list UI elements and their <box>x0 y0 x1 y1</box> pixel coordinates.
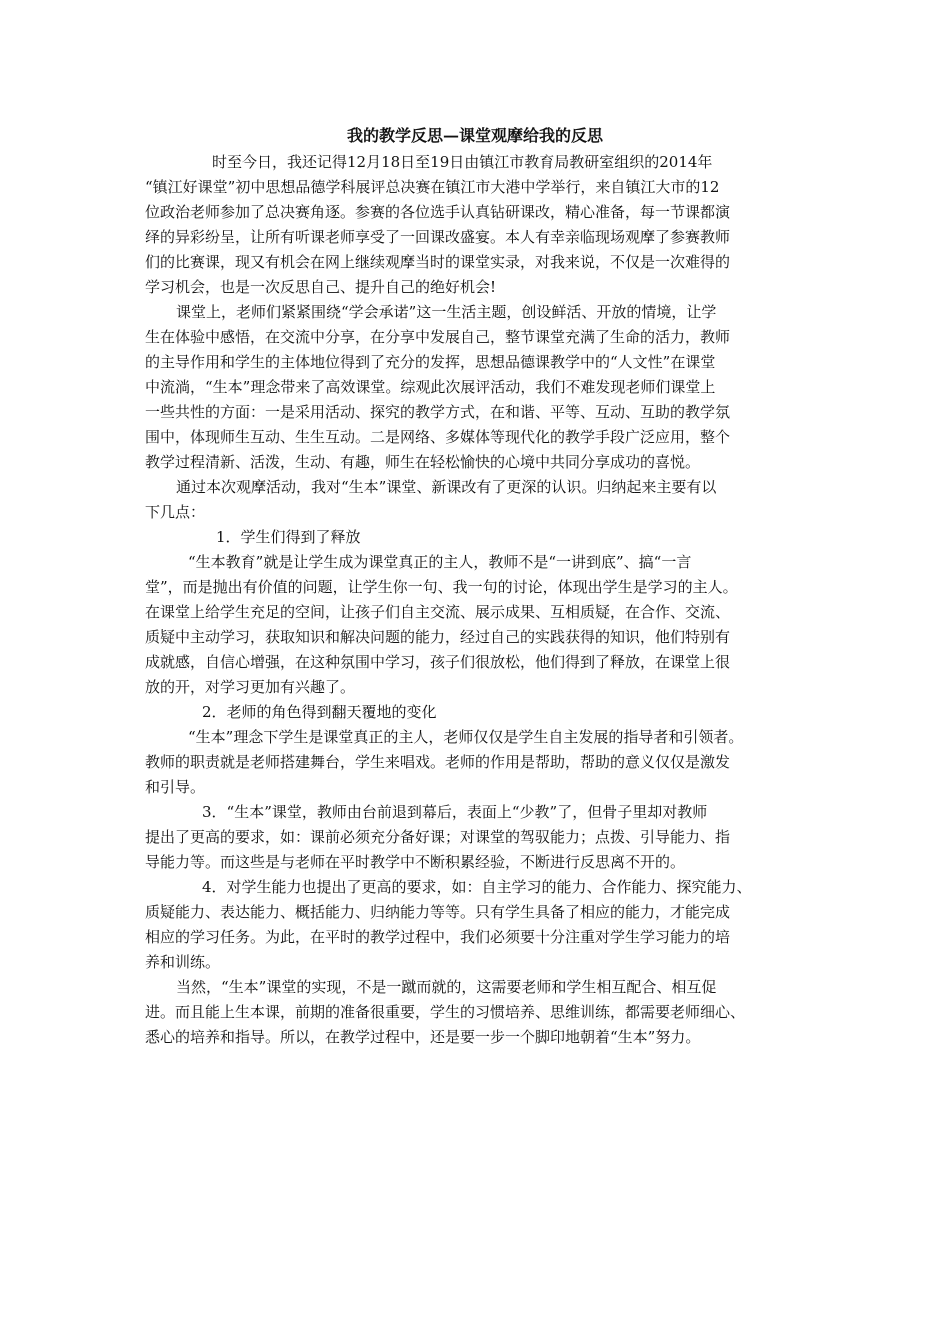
paragraph-line: 绎的异彩纷呈，让所有听课老师享受了一回课改盛宴。本人有幸亲临现场观摩了参赛教师 <box>145 228 731 246</box>
paragraph-line: 3．“生本”课堂，教师由台前退到幕后，表面上“少教”了，但骨子里却对教师 <box>202 803 708 821</box>
paragraph-line: 提出了更高的要求，如：课前必须充分备好课；对课堂的驾驭能力；点拨、引导能力、指 <box>145 828 731 846</box>
paragraph-line: 相应的学习任务。为此，在平时的教学过程中，我们必须要十分注重对学生学习能力的培 <box>145 928 731 946</box>
paragraph-line: “生本教育”就是让学生成为课堂真正的主人，教师不是“一讲到底”、搞“一言 <box>188 553 692 571</box>
paragraph-line: 教学过程清新、活泼，生动、有趣，师生在轻松愉快的心境中共同分享成功的喜悦。 <box>145 453 701 471</box>
paragraph-line: 4．对学生能力也提出了更高的要求，如：自主学习的能力、合作能力、探究能力、 <box>202 878 752 896</box>
paragraph-line: 质疑能力、表达能力、概括能力、归纳能力等等。只有学生具备了相应的能力，才能完成 <box>145 903 731 921</box>
paragraph-line: 养和训练。 <box>145 953 221 971</box>
paragraph-line: 质疑中主动学习，获取知识和解决问题的能力，经过自己的实践获得的知识，他们特别有 <box>145 628 731 646</box>
paragraph-line: 进。而且能上生本课，前期的准备很重要，学生的习惯培养、思维训练，都需要老师细心、 <box>145 1003 746 1021</box>
paragraph-line: 中流淌，“生本”理念带来了高效课堂。综观此次展评活动，我们不难发现老师们课堂上 <box>145 378 716 396</box>
section-heading: 1．学生们得到了释放 <box>216 528 361 546</box>
paragraph-line: 位政治老师参加了总决赛角逐。参赛的各位选手认真钻研课改，精心准备，每一节课都演 <box>145 203 731 221</box>
paragraph-line: 一些共性的方面：一是采用活动、探究的教学方式，在和谐、平等、互动、互助的教学氛 <box>145 403 731 421</box>
paragraph-line: 悉心的培养和指导。所以，在教学过程中，还是要一步一个脚印地朝着“生本”努力。 <box>145 1028 701 1046</box>
paragraph-line: 生在体验中感悟，在交流中分享，在分享中发展自己，整节课堂充满了生命的活力，教师 <box>145 328 731 346</box>
paragraph-line: 在课堂上给学生充足的空间，让孩子们自主交流、展示成果、互相质疑，在合作、交流、 <box>145 603 731 621</box>
paragraph-line: 当然，“生本”课堂的实现，不是一蹴而就的，这需要老师和学生相互配合、相互促 <box>176 978 717 996</box>
section-heading: 2．老师的角色得到翻天覆地的变化 <box>202 703 437 721</box>
paragraph-line: 通过本次观摩活动，我对“生本”课堂、新课改有了更深的认识。归纳起来主要有以 <box>176 478 717 496</box>
paragraph-line: 堂”，而是抛出有价值的问题，让学生你一句、我一句的讨论，体现出学生是学习的主人。 <box>145 578 738 596</box>
paragraph-line: 围中，体现师生互动、生生互动。二是网络、多媒体等现代化的教学手段广泛应用，整个 <box>145 428 731 446</box>
paragraph-line: “生本”理念下学生是课堂真正的主人，老师仅仅是学生自主发展的指导者和引领者。 <box>188 728 744 746</box>
paragraph-line: 成就感，自信心增强，在这种氛围中学习，孩子们很放松，他们得到了释放，在课堂上很 <box>145 653 731 671</box>
paragraph-line: 导能力等。而这些是与老师在平时教学中不断积累经验，不断进行反思离不开的。 <box>145 853 686 871</box>
paragraph-line: “镇江好课堂”初中思想品德学科展评总决赛在镇江市大港中学举行，来自镇江大市的12 <box>145 178 720 196</box>
paragraph-line: 放的开，对学习更加有兴趣了。 <box>145 678 356 696</box>
document-title: 我的教学反思—课堂观摩给我的反思 <box>346 126 603 145</box>
paragraph-line: 下几点： <box>145 503 206 521</box>
paragraph-line: 课堂上，老师们紧紧围绕“学会承诺”这一生活主题，创设鲜活、开放的情境，让学 <box>176 303 717 321</box>
paragraph-line: 学习机会，也是一次反思自己、提升自己的绝好机会! <box>145 278 497 296</box>
paragraph-line: 的主导作用和学生的主体地位得到了充分的发挥，思想品德课教学中的“人文性”在课堂 <box>145 353 716 371</box>
paragraph-line: 时至今日，我还记得12月18日至19日由镇江市教育局教研室组织的2014年 <box>212 153 713 171</box>
paragraph-line: 和引导。 <box>145 778 206 796</box>
paragraph-line: 们的比赛课，现又有机会在网上继续观摩当时的课堂实录，对我来说，不仅是一次难得的 <box>145 253 731 271</box>
paragraph-line: 教师的职责就是老师搭建舞台，学生来唱戏。老师的作用是帮助，帮助的意义仅仅是激发 <box>145 753 731 771</box>
